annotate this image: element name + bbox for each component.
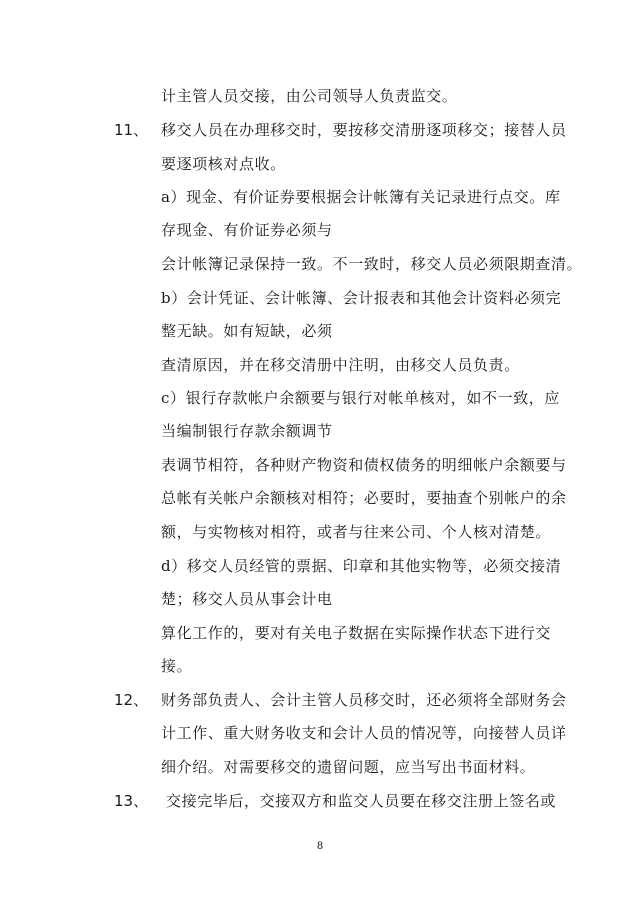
text-line: 交接完毕后，交接双方和监交人员要在移交注册上签名或 bbox=[166, 792, 557, 810]
item-number-12: 12、 bbox=[114, 691, 149, 709]
text-line: a）现金、有价证券要根据会计帐簿有关记录进行点交。库 bbox=[161, 188, 561, 206]
text-line: 楚；移交人员从事会计电 bbox=[161, 590, 333, 608]
text-line: 表调节相符，各种财产物资和债权债务的明细帐户余额要与 bbox=[161, 456, 567, 474]
text-line: 存现金、有价证券必须与 bbox=[161, 221, 333, 239]
text-line: 会计帐簿记录保持一致。不一致时，移交人员必须限期查清。 bbox=[161, 255, 583, 273]
text-line: 接。 bbox=[161, 657, 193, 675]
page-number: 8 bbox=[316, 841, 324, 852]
item-number-13: 13、 bbox=[114, 792, 149, 810]
text-line: 整无缺。如有短缺，必须 bbox=[161, 322, 333, 340]
text-line: 额，与实物核对相符，或者与往来公司、个人核对清楚。 bbox=[161, 523, 552, 541]
text-line: 要逐项核对点收。 bbox=[161, 155, 286, 173]
text-line: 计工作、重大财务收支和会计人员的情况等，向接替人员详 bbox=[161, 724, 567, 742]
text-line: 查清原因，并在移交清册中注明，由移交人员负责。 bbox=[161, 356, 520, 374]
text-line: d）移交人员经管的票据、印章和其他实物等，必须交接清 bbox=[161, 557, 562, 575]
text-line: b）会计凭证、会计帐簿、会计报表和其他会计资料必须完 bbox=[161, 289, 562, 307]
text-line: 财务部负责人、会计主管人员移交时，还必须将全部财务会 bbox=[161, 691, 567, 709]
text-line: 算化工作的，要对有关电子数据在实际操作状态下进行交 bbox=[161, 624, 552, 642]
text-line: c）银行存款帐户余额要与银行对帐单核对，如不一致，应 bbox=[161, 389, 561, 407]
text-line: 计主管人员交接，由公司领导人负责监交。 bbox=[161, 87, 458, 105]
text-line: 移交人员在办理移交时，要按移交清册逐项移交；接替人员 bbox=[161, 121, 567, 139]
item-number-11: 11、 bbox=[114, 121, 149, 139]
text-line: 细介绍。对需要移交的遗留问题，应当写出书面材料。 bbox=[161, 758, 536, 776]
text-line: 当编制银行存款余额调节 bbox=[161, 422, 333, 440]
text-line: 总帐有关帐户余额核对相符；必要时，要抽查个别帐户的余 bbox=[161, 489, 567, 507]
